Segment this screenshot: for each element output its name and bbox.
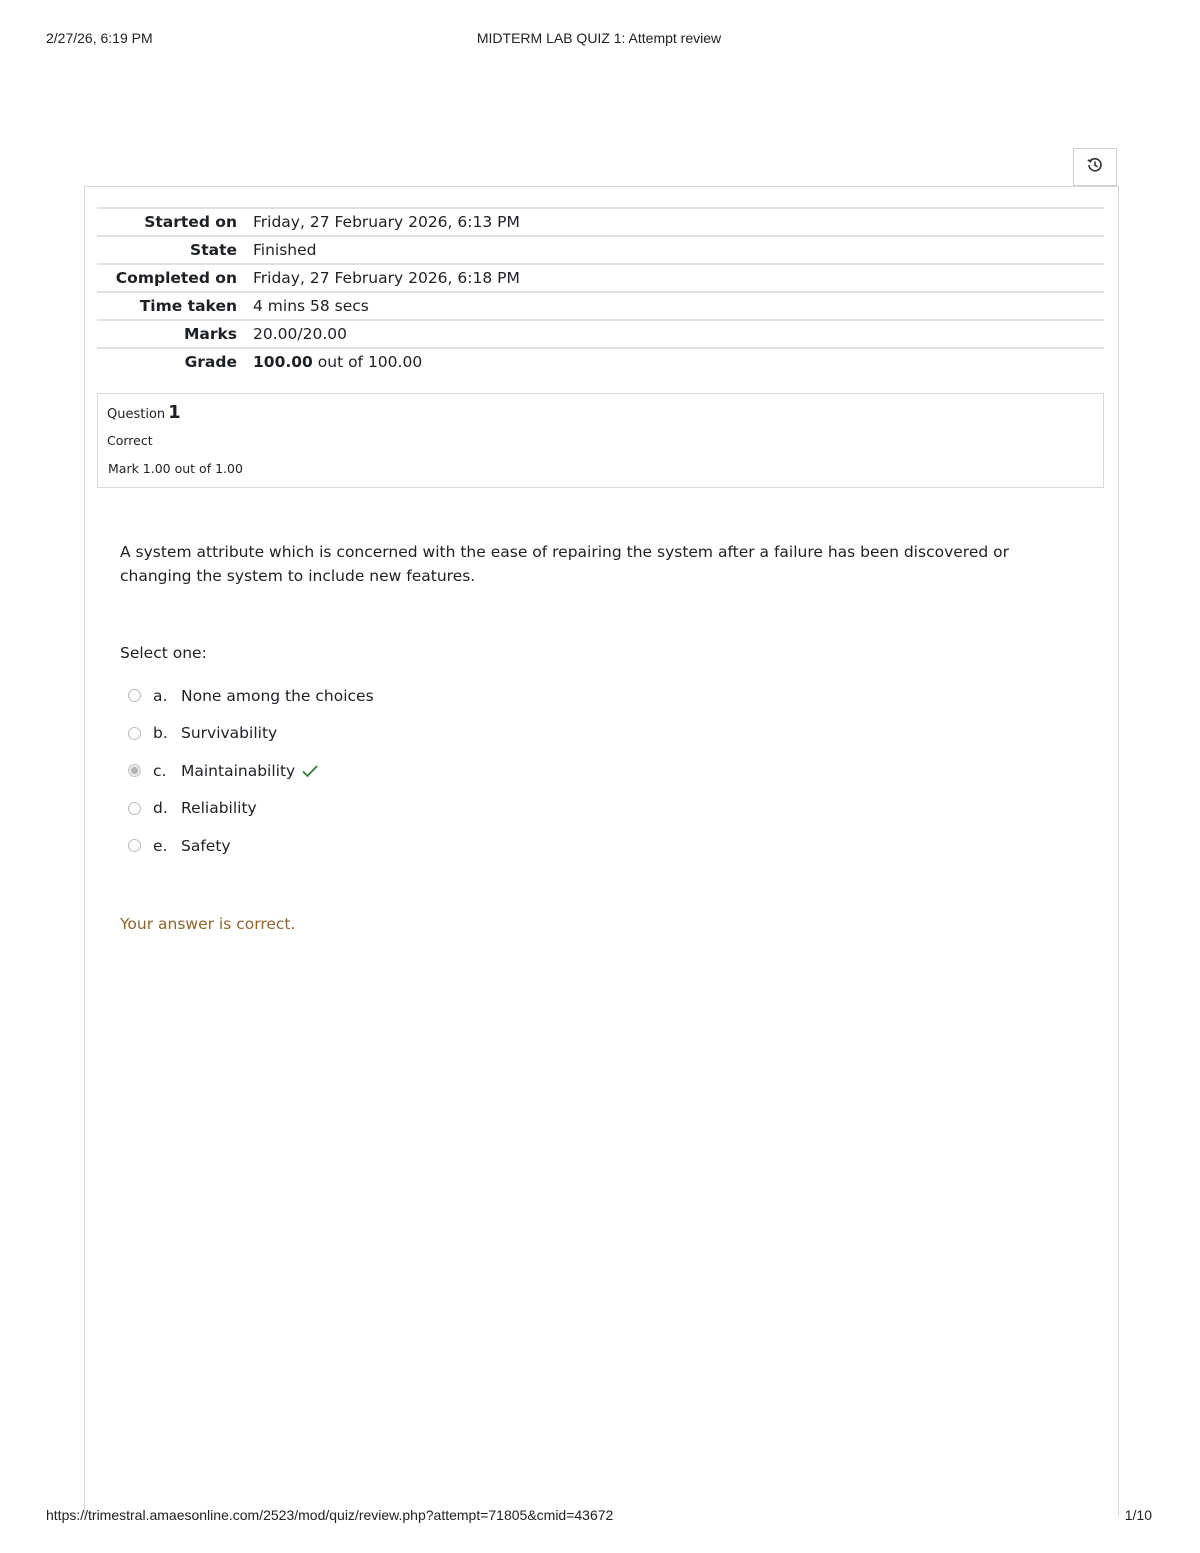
summary-row	[97, 293, 1104, 321]
grade-value	[253, 353, 422, 371]
summary-label: Time taken	[139, 297, 237, 315]
answer-text: Survivability	[181, 724, 278, 743]
print-url: https://trimestral.amaesonline.com/2523/mod/quiz/review.php?attempt=71805&cmid=43672	[46, 1507, 614, 1523]
summary-label: Marks	[183, 325, 237, 343]
answer-feedback: Your answer is correct.	[120, 915, 296, 933]
radio-button[interactable]	[128, 689, 141, 702]
summary-label: Grade	[184, 353, 237, 371]
summary-row	[97, 265, 1104, 293]
question-state: Correct	[107, 433, 153, 448]
answer-letter: d.	[153, 799, 168, 818]
print-footer	[46, 1507, 1152, 1525]
answer-option-c[interactable]	[128, 752, 374, 790]
answer-option-e[interactable]	[128, 827, 374, 865]
answer-text-wrapper	[181, 762, 319, 780]
answer-letter: e.	[153, 836, 168, 855]
select-one-prompt: Select one:	[120, 644, 207, 662]
answer-text: None among the choices	[181, 686, 374, 705]
print-header	[46, 30, 1152, 48]
answer-option-a[interactable]	[128, 677, 374, 715]
radio-button[interactable]	[128, 839, 141, 852]
answer-letter: b.	[153, 724, 168, 743]
radio-button[interactable]	[128, 802, 141, 815]
history-icon	[1086, 156, 1104, 178]
radio-button-selected[interactable]	[128, 764, 141, 777]
summary-label: State	[190, 241, 237, 259]
summary-label: Completed on	[115, 269, 237, 287]
question-label: Question	[107, 407, 166, 422]
answer-option-b[interactable]	[128, 715, 374, 753]
print-page-number: 1/10	[1124, 1507, 1152, 1523]
grade-score: 100.00	[253, 353, 313, 371]
answer-text: Safety	[181, 836, 231, 855]
summary-value: 20.00/20.00	[253, 325, 347, 343]
answer-letter: a.	[153, 686, 168, 705]
answer-letter: c.	[153, 761, 167, 780]
summary-value: Friday, 27 February 2026, 6:13 PM	[253, 213, 520, 231]
summary-row	[97, 321, 1104, 349]
grade-out-of: out of 100.00	[317, 353, 423, 371]
attempt-summary-table	[97, 207, 1104, 375]
print-datetime: 2/27/26, 6:19 PM	[46, 30, 153, 46]
answer-text: Reliability	[181, 799, 257, 818]
question-number	[107, 402, 181, 423]
summary-label: Started on	[144, 213, 237, 231]
summary-row	[97, 237, 1104, 265]
history-button[interactable]	[1073, 148, 1117, 186]
print-title: MIDTERM LAB QUIZ 1: Attempt review	[476, 30, 722, 46]
question-text: A system attribute which is concerned with the ease of repairing the system after a failure has been discovered or changing the system to include new features.	[120, 543, 1009, 585]
check-icon	[301, 764, 319, 778]
question-number-value: 1	[168, 402, 181, 423]
answer-text: Maintainability	[181, 761, 296, 780]
summary-value: 4 mins 58 secs	[253, 297, 369, 315]
summary-value: Finished	[253, 241, 317, 259]
summary-value: Friday, 27 February 2026, 6:18 PM	[253, 269, 520, 287]
radio-button[interactable]	[128, 727, 141, 740]
answer-option-d[interactable]	[128, 790, 374, 828]
summary-row-grade	[97, 349, 1104, 375]
question-info-box	[97, 393, 1104, 488]
summary-row	[97, 209, 1104, 237]
answer-list	[128, 677, 374, 865]
question-mark: Mark 1.00 out of 1.00	[108, 461, 243, 476]
